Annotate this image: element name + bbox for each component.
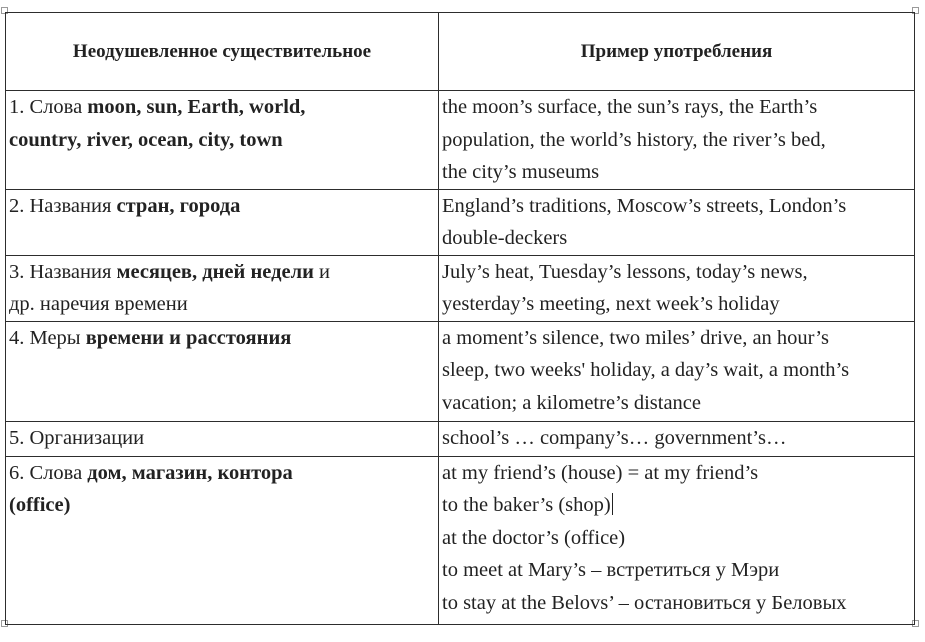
example-line: to meet at Mary’s – встретиться у Мэри — [442, 559, 780, 581]
example-line: sleep, two weeks' holiday, a day’s wait, a month’s — [442, 359, 850, 381]
noun-text: 5. Организации — [9, 426, 145, 449]
example-line: population, the world’s history, the river’s bed, — [442, 128, 826, 151]
example-line: at the doctor’s (office) — [442, 526, 626, 549]
noun-cell — [6, 255, 439, 321]
noun-cell — [6, 421, 439, 456]
example-line: the city’s museums — [442, 161, 600, 183]
header-noun: Неодушевленное существительное — [6, 13, 439, 91]
example-line: vacation; a kilometre’s distance — [442, 391, 702, 414]
table-header-row — [6, 13, 915, 91]
example-line — [442, 489, 912, 522]
noun-text: 4. Меры — [9, 326, 86, 349]
noun-line — [9, 457, 434, 490]
example-line: at my friend’s (house) = at my friend’s — [442, 461, 759, 484]
noun-cell — [6, 189, 439, 255]
table-row — [6, 421, 915, 456]
noun-line — [9, 322, 434, 355]
noun-line — [9, 422, 434, 455]
example-cell — [439, 189, 915, 255]
example-cell — [439, 255, 915, 321]
noun-text: и — [313, 260, 330, 283]
example-cell — [439, 91, 915, 190]
noun-bold: месяцев, дней недели — [116, 260, 314, 283]
noun-line — [9, 124, 434, 157]
noun-cell — [6, 321, 439, 421]
noun-bold: времени и расстояния — [85, 326, 292, 349]
table-row — [6, 456, 915, 624]
example-line: July’s heat, Tuesday’s lessons, today’s news, — [442, 260, 808, 283]
table-row — [6, 255, 915, 321]
example-line: yesterday’s meeting, next week’s holiday — [442, 293, 780, 315]
noun-text: 6. Слова — [9, 461, 88, 484]
example-cell — [439, 456, 915, 624]
example-line: the moon’s surface, the sun’s rays, the Earth’s — [442, 96, 818, 118]
example-line: England’s traditions, Moscow’s streets, London’s — [442, 194, 847, 217]
noun-text: др. наречия времени — [9, 293, 188, 315]
noun-cell — [6, 91, 439, 190]
table-row — [6, 321, 915, 421]
noun-line — [9, 256, 434, 289]
text-cursor — [612, 493, 613, 515]
example-cell — [439, 421, 915, 456]
noun-text: 2. Названия — [9, 194, 117, 217]
example-cell — [439, 321, 915, 421]
example-line: to stay at the Belovs’ – остановиться у Беловых — [442, 591, 847, 614]
table-row — [6, 189, 915, 255]
example-line: a moment’s silence, two miles’ drive, an hour’s — [442, 326, 829, 349]
noun-line — [9, 288, 434, 321]
noun-bold: moon, sun, Earth, world, — [87, 96, 306, 118]
noun-bold: дом, магазин, контора — [87, 461, 293, 484]
noun-line — [9, 190, 434, 223]
example-text: to the baker’s (shop) — [442, 494, 611, 516]
header-example: Пример употребления — [439, 13, 915, 91]
noun-bold: стран, города — [116, 194, 241, 217]
table-row — [6, 91, 915, 190]
noun-text: 3. Названия — [9, 260, 117, 283]
noun-bold: country, river, ocean, city, town — [9, 128, 283, 151]
noun-line — [9, 489, 434, 522]
noun-bold: (office) — [9, 494, 71, 516]
example-line: school’s … company’s… government’s… — [442, 426, 787, 449]
example-line: double-deckers — [442, 227, 568, 249]
noun-line — [9, 91, 434, 124]
noun-cell — [6, 456, 439, 624]
possessive-case-table — [5, 12, 915, 625]
noun-text: 1. Слова — [9, 96, 88, 118]
